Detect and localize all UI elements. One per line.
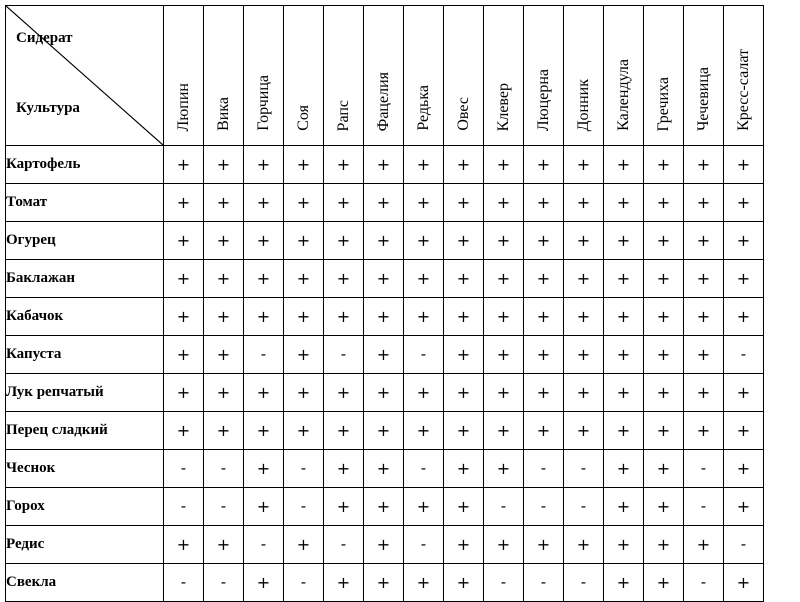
siderate-name: Редька [414, 85, 432, 131]
siderate-name: Фацелия [374, 71, 392, 131]
compatible-mark-cell: + [244, 374, 284, 412]
incompatible-mark-cell: - [524, 488, 564, 526]
compatible-mark-cell: + [204, 260, 244, 298]
compatible-mark-cell: + [444, 488, 484, 526]
compatible-mark-cell: + [644, 488, 684, 526]
compatible-mark-cell: + [684, 412, 724, 450]
incompatible-mark-cell: - [284, 564, 324, 602]
compatible-mark-cell: + [404, 146, 444, 184]
compatible-mark-cell: + [724, 146, 764, 184]
compatible-mark-cell: + [324, 260, 364, 298]
compatible-mark-cell: + [564, 298, 604, 336]
incompatible-mark-cell: - [564, 450, 604, 488]
compatible-mark-cell: + [444, 336, 484, 374]
compatible-mark-cell: + [724, 374, 764, 412]
siderate-name: Календула [614, 59, 632, 131]
compatible-mark-cell: + [524, 298, 564, 336]
compatible-mark-cell: + [684, 336, 724, 374]
incompatible-mark-cell: - [724, 336, 764, 374]
compatible-mark-cell: + [524, 336, 564, 374]
compatible-mark-cell: + [604, 526, 644, 564]
compatible-mark-cell: + [204, 184, 244, 222]
compatible-mark-cell: + [444, 412, 484, 450]
incompatible-mark-cell: - [684, 488, 724, 526]
siderate-name: Чечевица [694, 66, 712, 131]
compatible-mark-cell: + [444, 374, 484, 412]
compatible-mark-cell: + [404, 260, 444, 298]
crop-name-cell: Горох [6, 488, 164, 526]
compatible-mark-cell: + [404, 412, 444, 450]
compatible-mark-cell: + [284, 260, 324, 298]
compatible-mark-cell: + [644, 146, 684, 184]
compatible-mark-cell: + [644, 298, 684, 336]
table-row [6, 184, 764, 222]
compatible-mark-cell: + [364, 146, 404, 184]
incompatible-mark-cell: - [684, 564, 724, 602]
compatible-mark-cell: + [484, 146, 524, 184]
compatible-mark-cell: + [244, 564, 284, 602]
compatible-mark-cell: + [324, 298, 364, 336]
siderate-header-cell [324, 6, 364, 146]
siderate-name: Вика [214, 97, 232, 131]
compatible-mark-cell: + [524, 222, 564, 260]
compatible-mark-cell: + [324, 564, 364, 602]
compatible-mark-cell: + [364, 260, 404, 298]
compatible-mark-cell: + [244, 488, 284, 526]
siderate-name: Люпин [174, 82, 192, 131]
siderate-header-cell [724, 6, 764, 146]
compatible-mark-cell: + [364, 526, 404, 564]
siderate-name: Кресс-салат [734, 49, 752, 131]
crop-name-cell: Картофель [6, 146, 164, 184]
compatible-mark-cell: + [564, 412, 604, 450]
compatible-mark-cell: + [484, 184, 524, 222]
compatible-mark-cell: + [204, 412, 244, 450]
compatible-mark-cell: + [324, 412, 364, 450]
compatible-mark-cell: + [724, 488, 764, 526]
compatible-mark-cell: + [444, 298, 484, 336]
compatible-mark-cell: + [604, 222, 644, 260]
crop-name-cell: Кабачок [6, 298, 164, 336]
compatible-mark-cell: + [284, 298, 324, 336]
compatibility-table-wrapper [5, 5, 764, 602]
compatible-mark-cell: + [484, 222, 524, 260]
compatible-mark-cell: + [524, 374, 564, 412]
compatible-mark-cell: + [644, 450, 684, 488]
compatible-mark-cell: + [404, 488, 444, 526]
siderate-axis-label: Сидерат [16, 30, 73, 46]
siderate-name: Рапс [334, 99, 352, 131]
siderate-header-cell [564, 6, 604, 146]
compatible-mark-cell: + [204, 298, 244, 336]
compatible-mark-cell: + [484, 260, 524, 298]
compatible-mark-cell: + [524, 526, 564, 564]
compatible-mark-cell: + [444, 222, 484, 260]
incompatible-mark-cell: - [284, 450, 324, 488]
compatible-mark-cell: + [564, 146, 604, 184]
compatible-mark-cell: + [164, 222, 204, 260]
incompatible-mark-cell: - [484, 488, 524, 526]
compatible-mark-cell: + [284, 146, 324, 184]
crop-name-cell: Редис [6, 526, 164, 564]
compatible-mark-cell: + [684, 374, 724, 412]
compatible-mark-cell: + [244, 260, 284, 298]
compatible-mark-cell: + [444, 146, 484, 184]
compatible-mark-cell: + [164, 374, 204, 412]
table-row [6, 450, 764, 488]
table-row [6, 488, 764, 526]
compatible-mark-cell: + [444, 260, 484, 298]
compatible-mark-cell: + [364, 564, 404, 602]
compatible-mark-cell: + [684, 526, 724, 564]
compatible-mark-cell: + [484, 412, 524, 450]
compatible-mark-cell: + [364, 374, 404, 412]
incompatible-mark-cell: - [564, 488, 604, 526]
compatible-mark-cell: + [604, 298, 644, 336]
compatible-mark-cell: + [364, 184, 404, 222]
siderate-header-cell [284, 6, 324, 146]
compatible-mark-cell: + [564, 336, 604, 374]
incompatible-mark-cell: - [724, 526, 764, 564]
compatible-mark-cell: + [644, 260, 684, 298]
compatible-mark-cell: + [724, 222, 764, 260]
siderate-name: Клевер [494, 82, 512, 131]
compatible-mark-cell: + [684, 298, 724, 336]
incompatible-mark-cell: - [404, 450, 444, 488]
compatible-mark-cell: + [164, 184, 204, 222]
siderate-header-cell [164, 6, 204, 146]
siderate-compatibility-table [5, 5, 764, 602]
compatible-mark-cell: + [164, 526, 204, 564]
compatible-mark-cell: + [204, 374, 244, 412]
compatible-mark-cell: + [244, 450, 284, 488]
compatible-mark-cell: + [404, 374, 444, 412]
siderate-name: Овес [454, 97, 472, 131]
siderate-name: Гречиха [654, 76, 672, 131]
compatible-mark-cell: + [524, 412, 564, 450]
table-row [6, 412, 764, 450]
table-row [6, 336, 764, 374]
incompatible-mark-cell: - [524, 450, 564, 488]
compatible-mark-cell: + [284, 374, 324, 412]
compatible-mark-cell: + [164, 146, 204, 184]
siderate-header-cell [684, 6, 724, 146]
compatible-mark-cell: + [324, 184, 364, 222]
crop-name-cell: Баклажан [6, 260, 164, 298]
compatible-mark-cell: + [724, 412, 764, 450]
compatible-mark-cell: + [244, 146, 284, 184]
compatible-mark-cell: + [564, 260, 604, 298]
compatible-mark-cell: + [444, 564, 484, 602]
siderate-header-cell [644, 6, 684, 146]
table-body [6, 146, 764, 602]
compatible-mark-cell: + [164, 336, 204, 374]
crop-name-cell: Томат [6, 184, 164, 222]
compatible-mark-cell: + [404, 564, 444, 602]
compatible-mark-cell: + [484, 450, 524, 488]
crop-name-cell: Чеснок [6, 450, 164, 488]
compatible-mark-cell: + [724, 184, 764, 222]
incompatible-mark-cell: - [284, 488, 324, 526]
compatible-mark-cell: + [604, 374, 644, 412]
compatible-mark-cell: + [364, 222, 404, 260]
table-row [6, 298, 764, 336]
compatible-mark-cell: + [284, 412, 324, 450]
compatible-mark-cell: + [724, 260, 764, 298]
compatible-mark-cell: + [644, 336, 684, 374]
crop-name-cell: Огурец [6, 222, 164, 260]
crop-name-cell: Лук репчатый [6, 374, 164, 412]
siderate-header-cell [524, 6, 564, 146]
compatible-mark-cell: + [604, 146, 644, 184]
compatible-mark-cell: + [564, 222, 604, 260]
compatible-mark-cell: + [484, 336, 524, 374]
compatible-mark-cell: + [324, 222, 364, 260]
table-row [6, 374, 764, 412]
compatible-mark-cell: + [364, 298, 404, 336]
compatible-mark-cell: + [724, 564, 764, 602]
compatible-mark-cell: + [284, 222, 324, 260]
compatible-mark-cell: + [164, 260, 204, 298]
table-row [6, 564, 764, 602]
incompatible-mark-cell: - [204, 450, 244, 488]
incompatible-mark-cell: - [324, 526, 364, 564]
compatible-mark-cell: + [284, 336, 324, 374]
compatible-mark-cell: + [364, 488, 404, 526]
crop-name-cell: Перец сладкий [6, 412, 164, 450]
incompatible-mark-cell: - [524, 564, 564, 602]
compatible-mark-cell: + [644, 412, 684, 450]
compatible-mark-cell: + [724, 450, 764, 488]
compatible-mark-cell: + [404, 298, 444, 336]
incompatible-mark-cell: - [204, 564, 244, 602]
incompatible-mark-cell: - [164, 564, 204, 602]
compatible-mark-cell: + [364, 336, 404, 374]
siderate-header-cell [484, 6, 524, 146]
compatible-mark-cell: + [164, 298, 204, 336]
incompatible-mark-cell: - [564, 564, 604, 602]
compatible-mark-cell: + [404, 184, 444, 222]
compatible-mark-cell: + [604, 412, 644, 450]
compatible-mark-cell: + [644, 526, 684, 564]
table-row [6, 526, 764, 564]
compatible-mark-cell: + [244, 184, 284, 222]
compatible-mark-cell: + [204, 146, 244, 184]
compatible-mark-cell: + [364, 450, 404, 488]
compatible-mark-cell: + [244, 222, 284, 260]
compatible-mark-cell: + [604, 184, 644, 222]
compatible-mark-cell: + [444, 526, 484, 564]
compatible-mark-cell: + [324, 146, 364, 184]
compatible-mark-cell: + [484, 526, 524, 564]
siderate-name: Горчица [254, 75, 272, 131]
table-row [6, 146, 764, 184]
compatible-mark-cell: + [524, 260, 564, 298]
incompatible-mark-cell: - [244, 526, 284, 564]
culture-axis-label: Культура [16, 100, 80, 116]
compatible-mark-cell: + [484, 374, 524, 412]
compatible-mark-cell: + [644, 222, 684, 260]
compatible-mark-cell: + [204, 526, 244, 564]
compatible-mark-cell: + [604, 260, 644, 298]
compatible-mark-cell: + [244, 298, 284, 336]
incompatible-mark-cell: - [164, 488, 204, 526]
compatible-mark-cell: + [684, 184, 724, 222]
compatible-mark-cell: + [404, 222, 444, 260]
incompatible-mark-cell: - [484, 564, 524, 602]
compatible-mark-cell: + [564, 374, 604, 412]
crop-name-cell: Свекла [6, 564, 164, 602]
compatible-mark-cell: + [524, 184, 564, 222]
siderate-header-cell [604, 6, 644, 146]
compatible-mark-cell: + [324, 488, 364, 526]
compatible-mark-cell: + [684, 222, 724, 260]
compatible-mark-cell: + [284, 526, 324, 564]
incompatible-mark-cell: - [404, 336, 444, 374]
compatible-mark-cell: + [524, 146, 564, 184]
compatible-mark-cell: + [644, 184, 684, 222]
siderate-header-cell [444, 6, 484, 146]
siderate-header-cell [204, 6, 244, 146]
compatible-mark-cell: + [604, 336, 644, 374]
compatible-mark-cell: + [644, 564, 684, 602]
corner-header-cell [6, 6, 164, 146]
compatible-mark-cell: + [604, 564, 644, 602]
siderate-name: Донник [574, 78, 592, 131]
siderate-name: Люцерна [534, 68, 552, 131]
crop-name-cell: Капуста [6, 336, 164, 374]
compatible-mark-cell: + [564, 526, 604, 564]
siderate-name: Соя [294, 105, 312, 131]
compatible-mark-cell: + [324, 450, 364, 488]
siderate-header-cell [404, 6, 444, 146]
compatible-mark-cell: + [484, 298, 524, 336]
incompatible-mark-cell: - [164, 450, 204, 488]
incompatible-mark-cell: - [244, 336, 284, 374]
compatible-mark-cell: + [604, 488, 644, 526]
compatible-mark-cell: + [644, 374, 684, 412]
compatible-mark-cell: + [284, 184, 324, 222]
diagonal-divider [6, 6, 163, 145]
compatible-mark-cell: + [444, 450, 484, 488]
table-row [6, 222, 764, 260]
siderate-header-cell [244, 6, 284, 146]
incompatible-mark-cell: - [324, 336, 364, 374]
compatible-mark-cell: + [364, 412, 404, 450]
compatible-mark-cell: + [244, 412, 284, 450]
compatible-mark-cell: + [724, 298, 764, 336]
compatible-mark-cell: + [204, 222, 244, 260]
table-header-row [6, 6, 764, 146]
compatible-mark-cell: + [684, 146, 724, 184]
compatible-mark-cell: + [204, 336, 244, 374]
compatible-mark-cell: + [164, 412, 204, 450]
compatible-mark-cell: + [444, 184, 484, 222]
incompatible-mark-cell: - [204, 488, 244, 526]
siderate-header-cell [364, 6, 404, 146]
compatible-mark-cell: + [564, 184, 604, 222]
incompatible-mark-cell: - [684, 450, 724, 488]
incompatible-mark-cell: - [404, 526, 444, 564]
compatible-mark-cell: + [324, 374, 364, 412]
table-row [6, 260, 764, 298]
compatible-mark-cell: + [604, 450, 644, 488]
compatible-mark-cell: + [684, 260, 724, 298]
